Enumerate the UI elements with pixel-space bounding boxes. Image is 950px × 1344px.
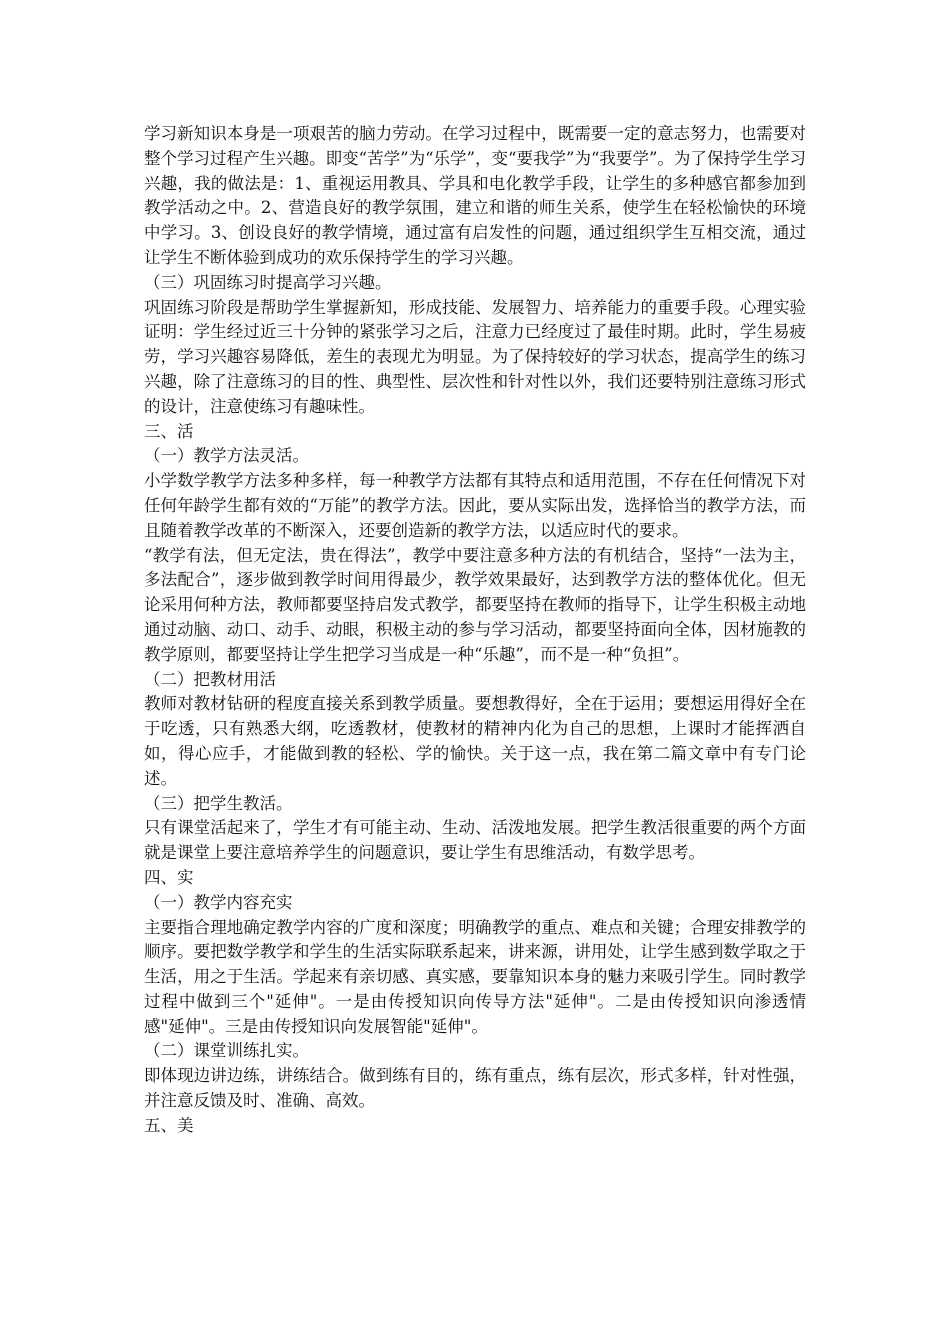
paragraph-classroom-training: 即体现边讲边练，讲练结合。做到练有目的，练有重点，练有层次，形式多样，针对性强，并注意反馈及时、准确、高效。 <box>144 1066 806 1111</box>
subheading-use-textbook: （二）把教材用活 <box>144 669 276 689</box>
paragraph-lively-classroom: 只有课堂活起来了，学生才有可能主动、生动、活泼地发展。把学生教活很重要的两个方面就是课堂上要注意培养学生的问题意识，要让学生有思维活动，有数学思考。 <box>144 818 806 863</box>
section-heading-huo: 三、活 <box>144 421 194 441</box>
subheading-consolidation-practice: （三）巩固练习时提高学习兴趣。 <box>144 272 392 292</box>
section-heading-mei: 五、美 <box>144 1115 194 1135</box>
paragraph-interest-methods: 学习新知识本身是一项艰苦的脑力劳动。在学习过程中，既需要一定的意志努力，也需要对整个学习过程产生兴趣。即变“苦学”为“乐学”，变“要我学”为“我要学”。为了保持学生学习兴趣，我的做法是：1、重视运用教具、学具和电化教学手段，让学生的多种感官都参加到教学活动之中。2、营造良好的教学氛围，建立和谐的师生关系，使学生在轻松愉快的环境中学习。3、创设良好的教学情境，通过富有启发性的问题，通过组织学生互相交流，通过让学生不断体验到成功的欢乐保持学生的学习兴趣。 <box>144 124 806 267</box>
subheading-lively-students: （三）把学生教活。 <box>144 793 293 813</box>
paragraph-no-fixed-method: “教学有法，但无定法，贵在得法”，教学中要注意多种方法的有机结合，坚持“一法为主，多法配合”，逐步做到教学时间用得最少，教学效果最好，达到教学方法的整体优化。但无论采用何种方法，教师都要坚持启发式教学，都要坚持在教师的指导下，让学生积极主动地通过动脑、动口、动手、动眼，积极主动的参与学习活动，都要坚持面向全体，因材施教的教学原则，都要坚持让学生把学习当成是一种“乐趣”，而不是一种“负担”。 <box>144 545 806 664</box>
subheading-solid-training: （二）课堂训练扎实。 <box>144 1041 309 1061</box>
document-body <box>144 122 806 1139</box>
paragraph-consolidation-practice: 巩固练习阶段是帮助学生掌握新知，形成技能、发展智力、培养能力的重要手段。心理实验证明：学生经过近三十分钟的紧张学习之后，注意力已经度过了最佳时期。此时，学生易疲劳，学习兴趣容易降低，差生的表现尤为明显。为了保持较好的学习状态，提高学生的练习兴趣，除了注意练习的目的性、典型性、层次性和针对性以外，我们还要特别注意练习形式的设计，注意使练习有趣味性。 <box>144 297 806 416</box>
paragraph-teaching-content: 主要指合理地确定教学内容的广度和深度；明确教学的重点、难点和关键；合理安排教学的顺序。要把数学教学和学生的生活实际联系起来，讲来源，讲用处，让学生感到数学取之于生活，用之于生活。学起来有亲切感、真实感，要靠知识本身的魅力来吸引学生。同时教学过程中做到三个"延伸"。一是由传授知识向传导方法"延伸"。二是由传授知识向渗透情感"延伸"。三是由传授知识向发展智能"延伸"。 <box>144 917 806 1036</box>
subheading-rich-content: （一）教学内容充实 <box>144 892 293 912</box>
section-heading-shi: 四、实 <box>144 867 194 887</box>
paragraph-teaching-methods: 小学数学教学方法多种多样，每一种教学方法都有其特点和适用范围，不存在任何情况下对任何年龄学生都有效的“万能”的教学方法。因此，要从实际出发，选择恰当的教学方法，而且随着教学改革的不断深入，还要创造新的教学方法，以适应时代的要求。 <box>144 471 806 540</box>
subheading-flexible-methods: （一）教学方法灵活。 <box>144 446 309 466</box>
paragraph-textbook-study: 教师对教材钻研的程度直接关系到教学质量。要想教得好，全在于运用；要想运用得好全在于吃透，只有熟悉大纲，吃透教材，使教材的精神内化为自己的思想，上课时才能挥洒自如，得心应手，才能做到教的轻松、学的愉快。关于这一点，我在第二篇文章中有专门论述。 <box>144 694 806 788</box>
